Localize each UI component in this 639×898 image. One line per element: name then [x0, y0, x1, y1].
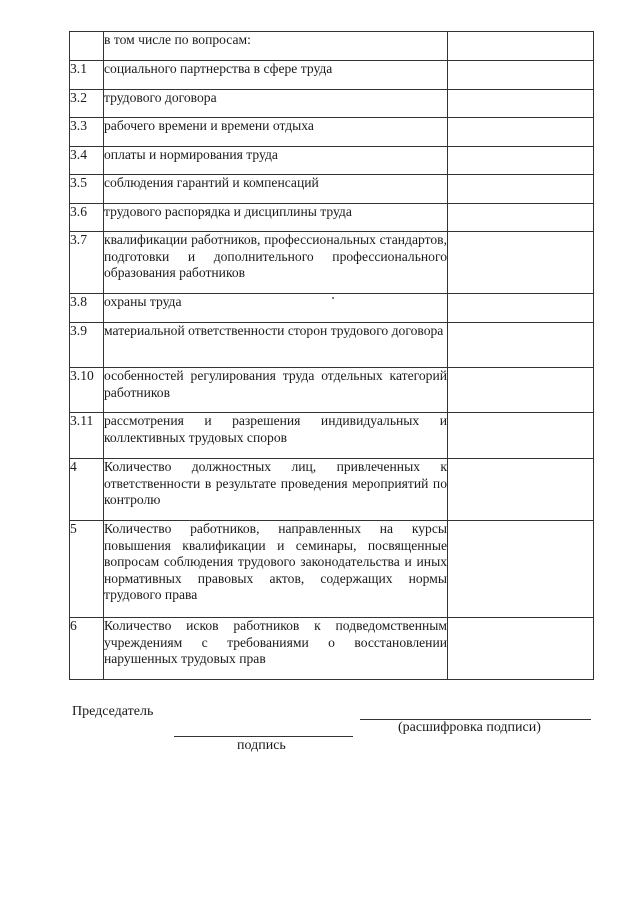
row-label	[104, 147, 448, 175]
row-number: 3.11	[70, 413, 104, 459]
row-label-text: в том числе по вопросам:	[104, 32, 251, 47]
row-label	[104, 459, 448, 521]
value-cell	[448, 521, 594, 618]
value-cell	[448, 459, 594, 521]
row-label-text: трудового распорядка и дисциплины труда	[104, 204, 352, 219]
table-row	[70, 32, 594, 61]
value-cell	[448, 90, 594, 118]
chairman-label: Председатель	[72, 704, 154, 719]
row-label-text: трудового договора	[104, 90, 217, 105]
row-number: 6	[70, 618, 104, 680]
table-row	[70, 147, 594, 175]
row-number: 3.10	[70, 368, 104, 413]
row-number	[70, 32, 104, 61]
row-label	[104, 118, 448, 147]
row-label	[104, 61, 448, 90]
row-label-text: Количество работников, направленных на курсы повышения квалификации и семинары, посвященные вопросам соблюдения трудового законодательства и иных нормативных правовых актов, содержащих нормы трудового права	[104, 521, 447, 602]
row-label	[104, 294, 448, 323]
row-number: 3.1	[70, 61, 104, 90]
table-row	[70, 459, 594, 521]
row-number: 3.9	[70, 323, 104, 368]
row-label	[104, 175, 448, 204]
row-label	[104, 90, 448, 118]
row-label-text: Количество исков работников к подведомственным учреждениям с требованиями о восстановлении нарушенных трудовых прав	[104, 618, 447, 666]
row-label	[104, 521, 448, 618]
value-cell	[448, 147, 594, 175]
value-cell	[448, 323, 594, 368]
row-label-text: оплаты и нормирования труда	[104, 147, 278, 162]
row-number: 3.4	[70, 147, 104, 175]
value-cell	[448, 232, 594, 294]
value-cell	[448, 368, 594, 413]
row-label	[104, 368, 448, 413]
value-cell	[448, 204, 594, 232]
row-label	[104, 32, 448, 61]
table-row	[70, 232, 594, 294]
row-label-text: Количество должностных лиц, привлеченных к ответственности в результате проведения мероприятий по контролю	[104, 459, 447, 507]
value-cell	[448, 32, 594, 61]
table-row	[70, 175, 594, 204]
row-label-text: материальной ответственности сторон трудового договора	[104, 323, 444, 338]
row-label	[104, 204, 448, 232]
report-table	[69, 31, 594, 680]
row-label	[104, 413, 448, 459]
row-label-text: квалификации работников, профессиональных стандартов, подготовки и дополнительного профессионального образования работников	[104, 232, 447, 280]
table-row	[70, 61, 594, 90]
table-row	[70, 521, 594, 618]
signature-decode-caption: (расшифровка подписи)	[398, 720, 541, 735]
row-label-text: особенностей регулирования труда отдельных категорий работников	[104, 368, 447, 400]
table-row	[70, 118, 594, 147]
table-row	[70, 413, 594, 459]
row-label	[104, 323, 448, 368]
row-number: 3.5	[70, 175, 104, 204]
row-number: 3.7	[70, 232, 104, 294]
row-label-text: рабочего времени и времени отдыха	[104, 118, 314, 133]
row-label	[104, 232, 448, 294]
row-label-text: соблюдения гарантий и компенсаций	[104, 175, 319, 190]
table-row	[70, 618, 594, 680]
row-label-text: охраны труда	[104, 294, 182, 309]
row-number: 3.8	[70, 294, 104, 323]
row-label	[104, 618, 448, 680]
value-cell	[448, 618, 594, 680]
scan-speck	[332, 297, 334, 299]
row-number: 3.2	[70, 90, 104, 118]
signature-line[interactable]	[174, 736, 353, 737]
row-number: 5	[70, 521, 104, 618]
row-number: 3.6	[70, 204, 104, 232]
signature-caption: подпись	[237, 738, 286, 753]
table-row	[70, 323, 594, 368]
value-cell	[448, 294, 594, 323]
value-cell	[448, 61, 594, 90]
value-cell	[448, 118, 594, 147]
value-cell	[448, 413, 594, 459]
row-label-text: социального партнерства в сфере труда	[104, 61, 333, 76]
table-row	[70, 204, 594, 232]
value-cell	[448, 175, 594, 204]
table-row	[70, 368, 594, 413]
row-number: 4	[70, 459, 104, 521]
row-number: 3.3	[70, 118, 104, 147]
table-row	[70, 90, 594, 118]
row-label-text: рассмотрения и разрешения индивидуальных и коллективных трудовых споров	[104, 413, 447, 445]
